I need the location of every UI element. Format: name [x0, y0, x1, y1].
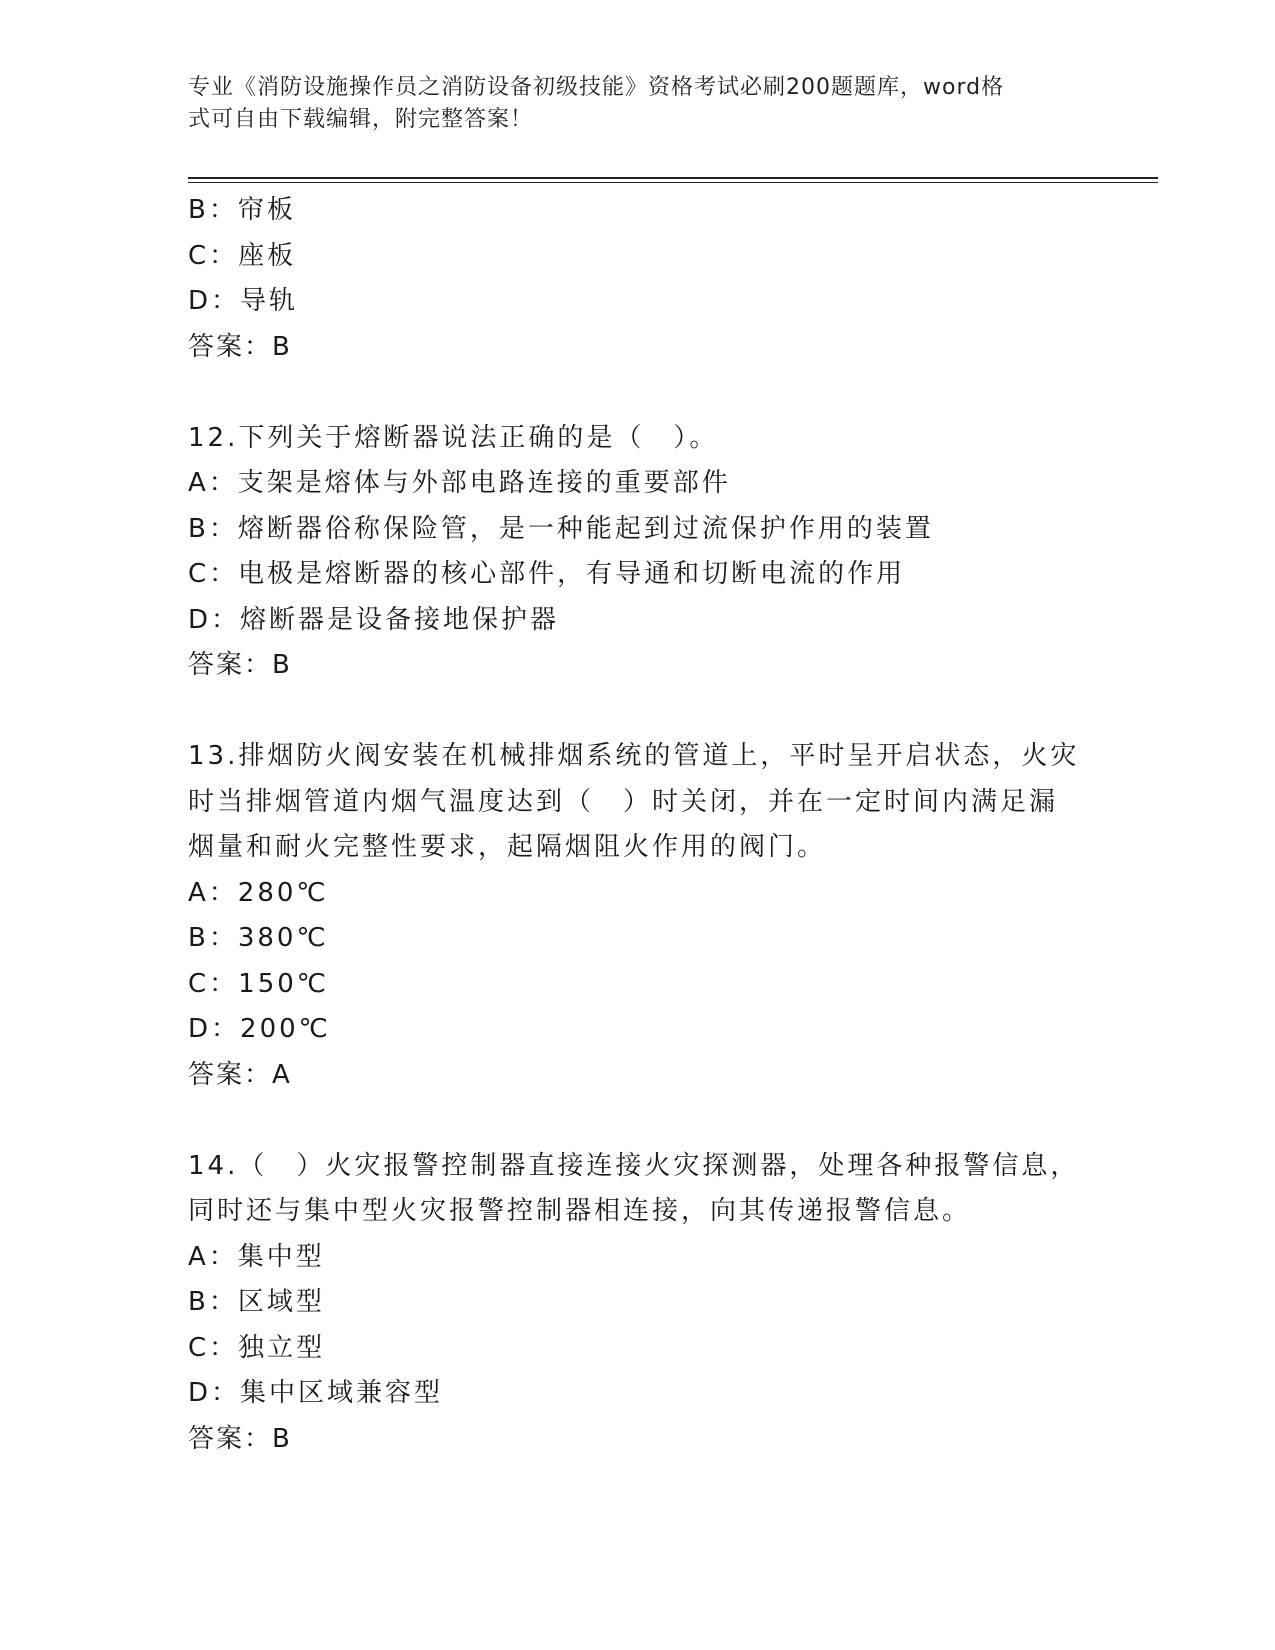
question-stem-line-2: 时当排烟管道内烟气温度达到（ ）时关闭，并在一定时间内满足漏	[188, 786, 1059, 817]
header-title-line-1: 专业《消防设施操作员之消防设备初级技能》资格考试必刷200题题库，word格	[188, 75, 1005, 100]
document-header	[188, 72, 1068, 136]
spacer	[188, 1098, 1088, 1144]
header-title-line-2: 式可自由下载编辑，附完整答案！	[188, 107, 534, 132]
question-14	[188, 1144, 1088, 1463]
option-b: B：380℃	[188, 923, 329, 953]
question-stem-line-2: 同时还与集中型火灾报警控制器相连接，向其传递报警信息。	[188, 1196, 972, 1226]
answer-line: 答案：B	[188, 331, 292, 362]
answer-line: 答案：A	[188, 1059, 292, 1090]
option-b: B：帘板	[188, 195, 296, 225]
question-11-tail	[188, 188, 1088, 370]
option-a: A：集中型	[188, 1241, 325, 1272]
option-b: B：熔断器俗称保险管，是一种能起到过流保护作用的装置	[188, 513, 934, 544]
spacer	[188, 370, 1088, 416]
question-stem-line-1: 13.排烟防火阀安装在机械排烟系统的管道上，平时呈开启状态，火灾	[188, 741, 1080, 771]
option-c: C：电极是熔断器的核心部件，有导通和切断电流的作用	[188, 559, 906, 589]
option-a: A：支架是熔体与外部电路连接的重要部件	[188, 468, 731, 498]
question-stem-line-3: 烟量和耐火完整性要求，起隔烟阻火作用的阀门。	[188, 832, 827, 862]
option-c: C：150℃	[188, 968, 329, 999]
option-d: D：集中区域兼容型	[188, 1378, 444, 1408]
header-divider-thick	[188, 177, 1158, 179]
option-b: B：区域型	[188, 1287, 325, 1317]
option-c: C：独立型	[188, 1332, 326, 1363]
option-c: C：座板	[188, 240, 297, 271]
answer-line: 答案：B	[188, 650, 292, 680]
option-d: D：熔断器是设备接地保护器	[188, 604, 560, 635]
option-d: D：导轨	[188, 286, 299, 316]
question-12	[188, 416, 1088, 689]
header-divider-thin	[188, 182, 1158, 183]
option-a: A：280℃	[188, 877, 329, 908]
question-stem: 12.下列关于熔断器说法正确的是（ ）。	[188, 422, 719, 453]
question-list	[188, 188, 1088, 1462]
question-13	[188, 734, 1088, 1098]
option-d: D：200℃	[188, 1014, 331, 1044]
spacer	[188, 689, 1088, 735]
answer-line: 答案：B	[188, 1423, 292, 1454]
question-stem-line-1: 14.（ ）火灾报警控制器直接连接火灾探测器，处理各种报警信息，	[188, 1150, 1080, 1181]
